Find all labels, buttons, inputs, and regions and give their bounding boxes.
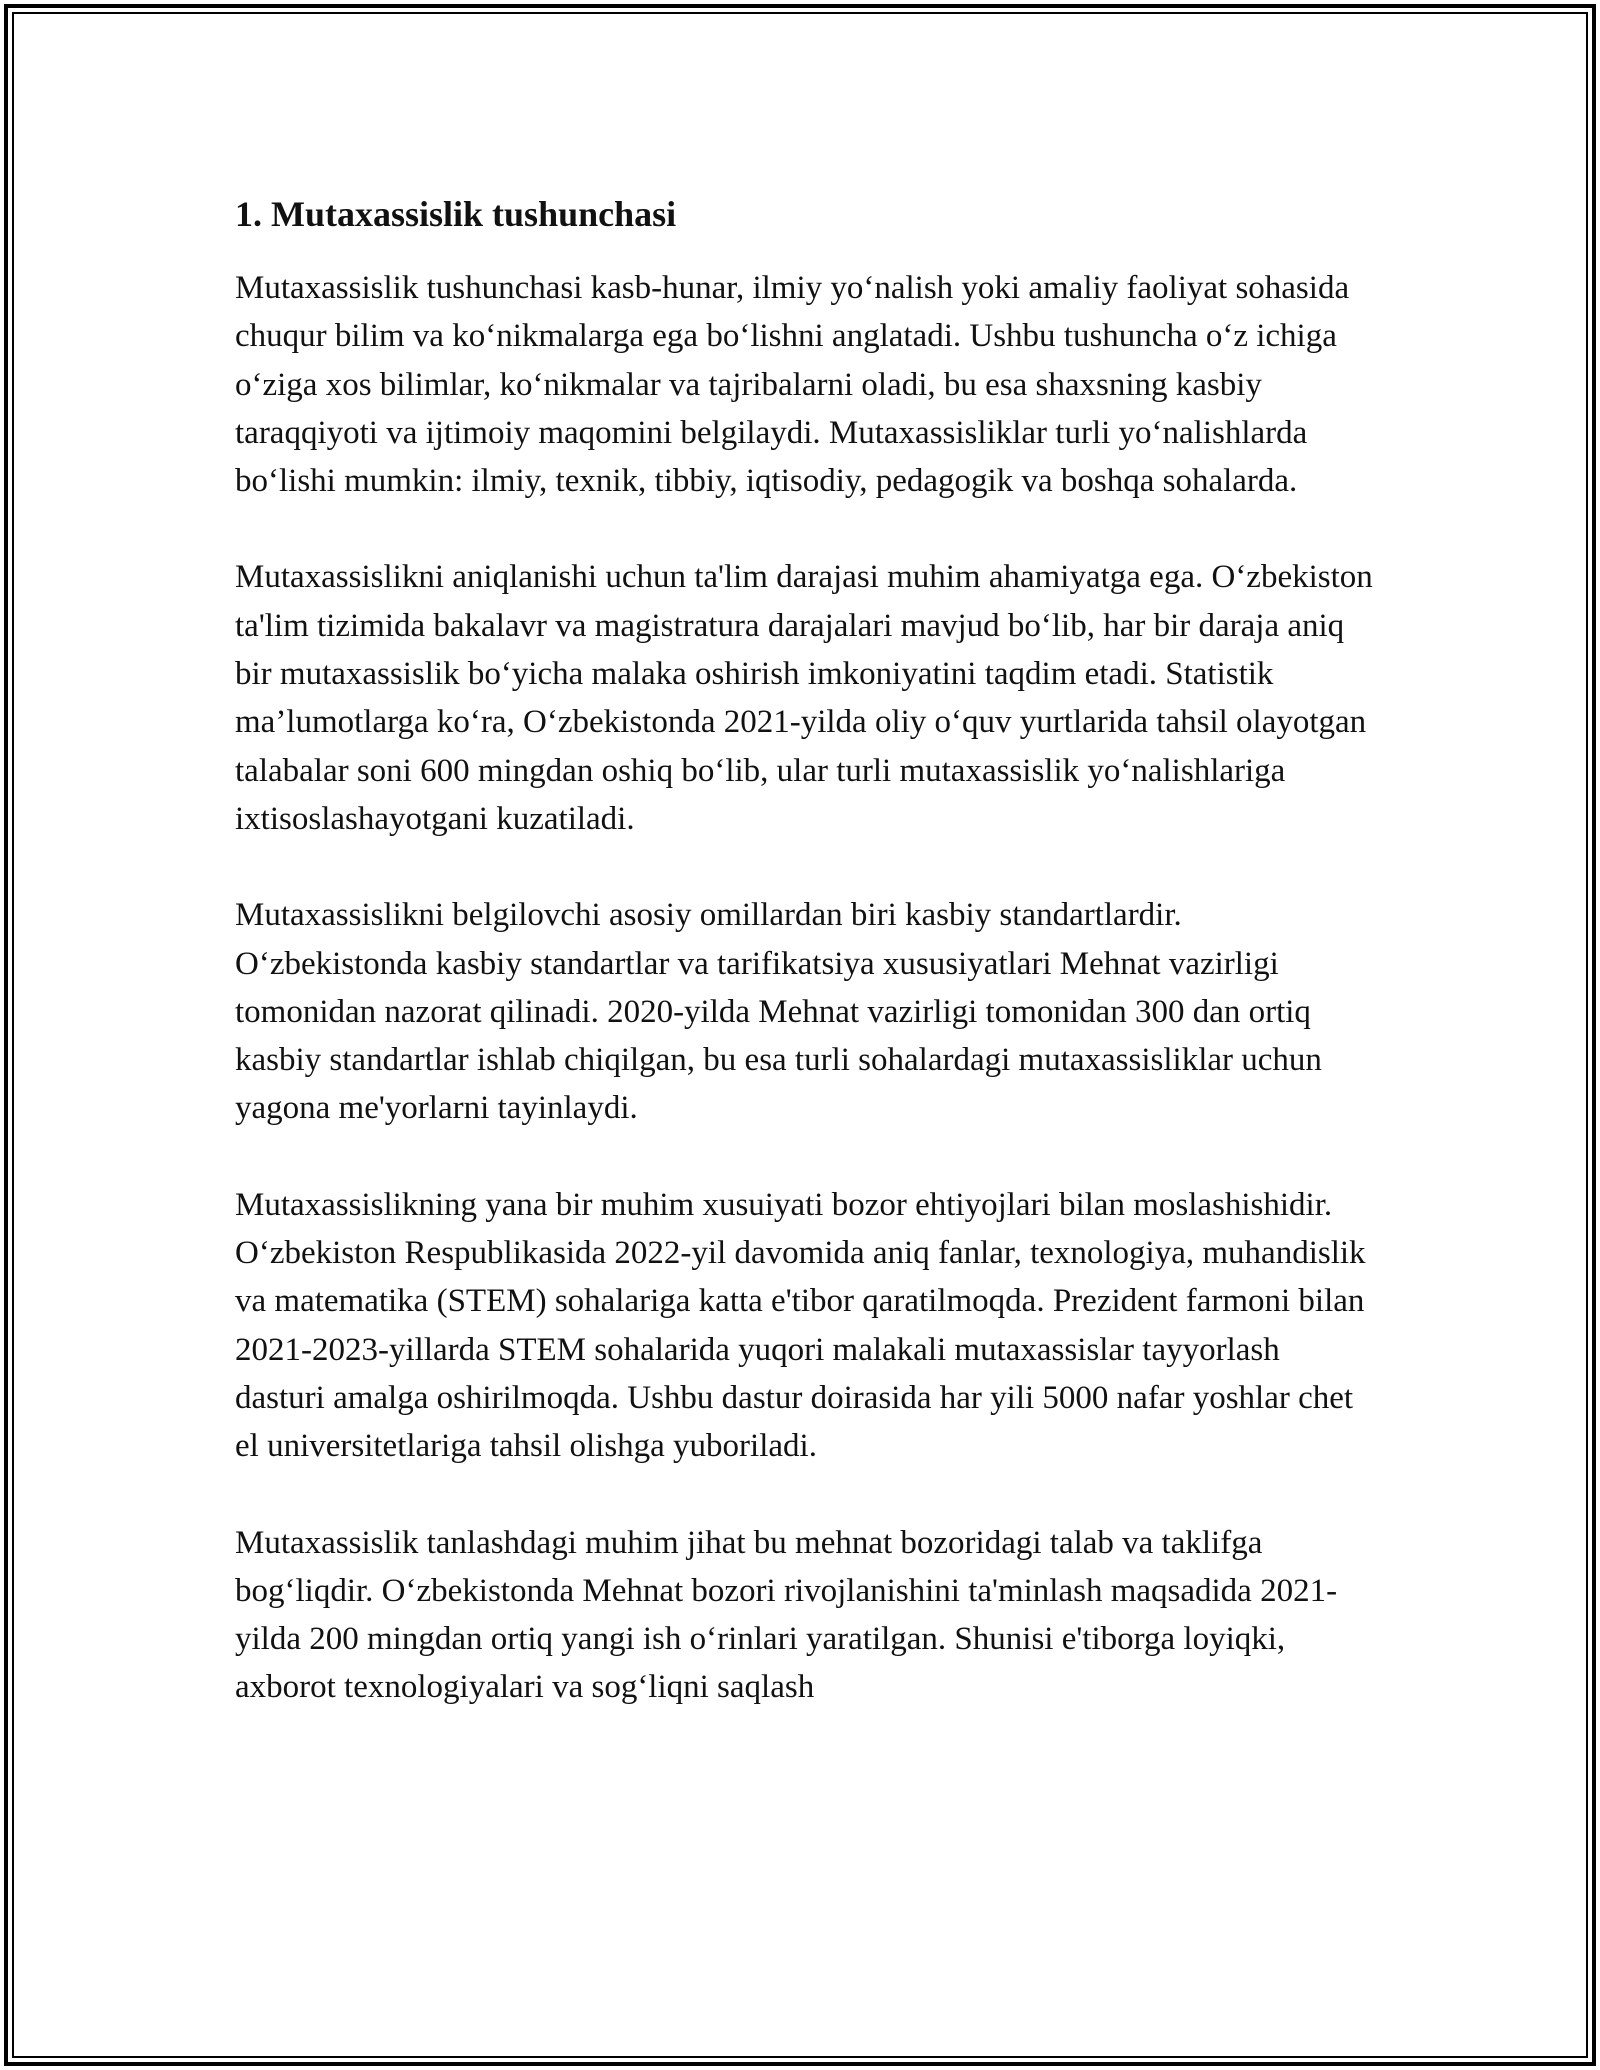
- paragraph-4: Mutaxassislikning yana bir muhim xusuiyati bozor ehtiyojlari bilan moslashishidir. O‘zbekiston Respublikasida 2022-yil davomida aniq fanlar, texnologiya, muhandislik va matematika (STEM) sohalariga katta e'tibor qaratilmoqda. Prezident farmoni bilan 2021-2023-yillarda STEM sohalarida yuqori malakali mutaxassislar tayyorlash dasturi amalga oshirilmoqda. Ushbu dastur doirasida har yili 5000 nafar yoshlar chet el universitetlariga tahsil olishga yuboriladi.: [235, 1186, 1366, 1465]
- paragraph-5: Mutaxassislik tanlashdagi muhim jihat bu mehnat bozoridagi talab va taklifga bog‘liqdir. O‘zbekistonda Mehnat bozori rivojlanishini ta'minlash maqsadida 2021-yilda 200 mingdan ortiq yangi ish o‘rinlari yaratilgan. Shunisi e'tiborga loyiqki, axborot texnologiyalari va sog‘liqni saqlash: [235, 1524, 1338, 1706]
- paragraph-1: Mutaxassislik tushunchasi kasb-hunar, ilmiy yo‘nalish yoki amaliy faoliyat sohasida chuqur bilim va ko‘nikmalarga ega bo‘lishni anglatadi. Ushbu tushuncha o‘z ichiga o‘ziga xos bilimlar, ko‘nikmalar va tajribalarni oladi, bu esa shaxsning kasbiy taraqqiyoti va ijtimoiy maqomini belgilaydi. Mutaxassisliklar turli yo‘nalishlarda bo‘lishi mumkin: ilmiy, texnik, tibbiy, iqtisodiy, pedagogik va boshqa sohalarda.: [235, 270, 1350, 500]
- section-heading: 1. Mutaxassislik tushunchasi: [235, 194, 677, 234]
- paragraph-3: Mutaxassislikni belgilovchi asosiy omillardan biri kasbiy standartlardir. O‘zbekistonda kasbiy standartlar va tarifikatsiya xususiyatlari Mehnat vazirligi tomonidan nazorat qilinadi. 2020-yilda Mehnat vazirligi tomonidan 300 dan ortiq kasbiy standartlar ishlab chiqilgan, bu esa turli sohalardagi mutaxassisliklar uchun yagona me'yorlarni tayinlaydi.: [235, 897, 1322, 1127]
- paragraph-2: Mutaxassislikni aniqlanishi uchun ta'lim darajasi muhim ahamiyatga ega. O‘zbekiston ta'lim tizimida bakalavr va magistratura darajalari mavjud bo‘lib, har bir daraja aniq bir mutaxassislik bo‘yicha malaka oshirish imkoniyatini taqdim etadi. Statistik ma’lumotlarga ko‘ra, O‘zbekistonda 2021-yilda oliy o‘quv yurtlarida tahsil olayotgan talabalar soni 600 mingdan oshiq bo‘lib, ular turli mutaxassislik yo‘nalishlariga ixtisoslashayotgani kuzatiladi.: [235, 559, 1373, 837]
- document-body: [235, 188, 1375, 1760]
